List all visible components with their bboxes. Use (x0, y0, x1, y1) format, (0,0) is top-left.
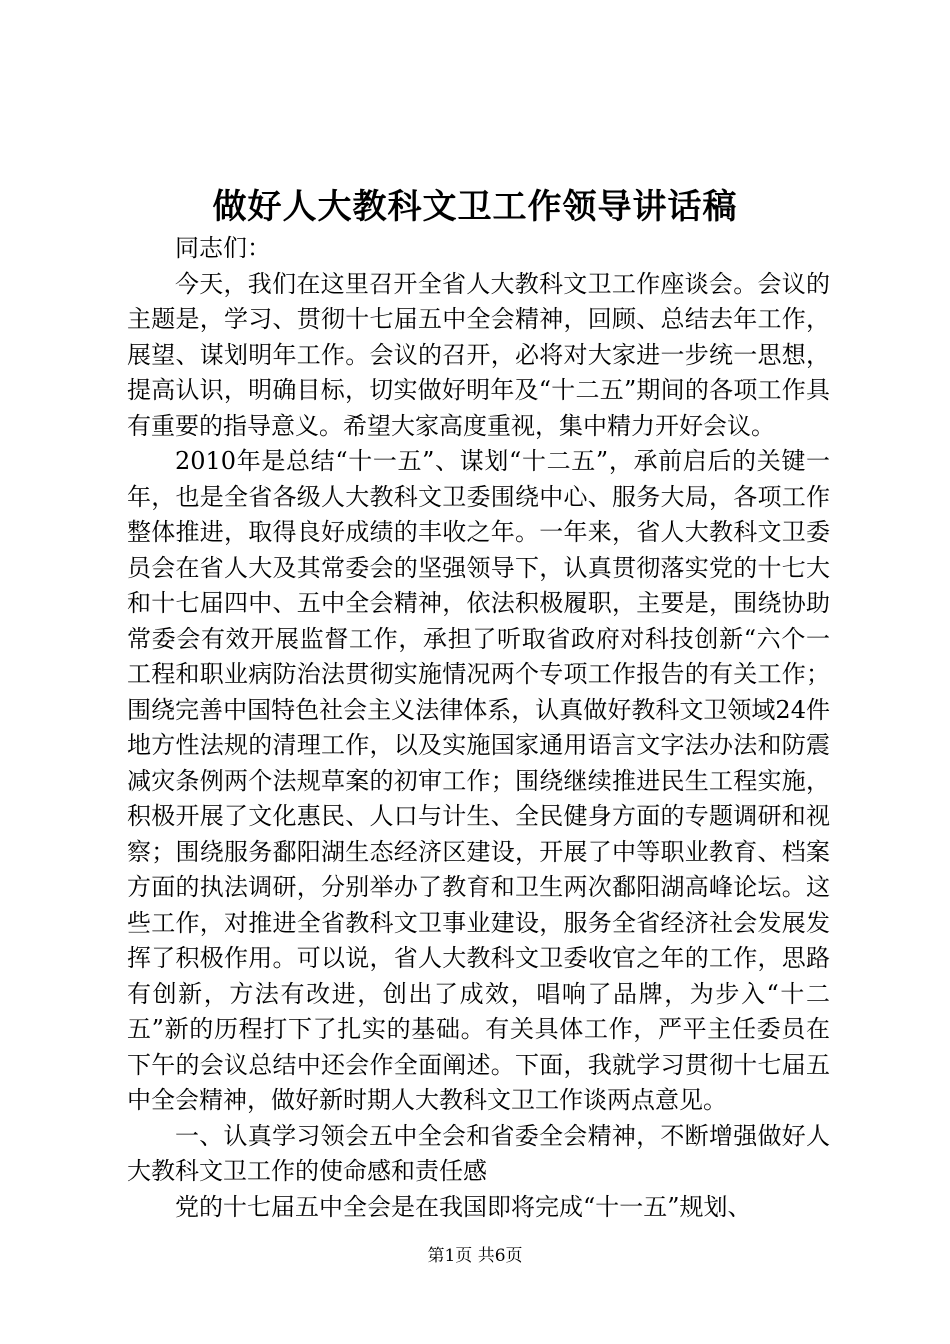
paragraph-review: 2010年是总结“十一五”、谋划“十二五”，承前启后的关键一年，也是全省各级人大教科文卫委围绕中心、服务大局，各项工作整体推进，取得良好成绩的丰收之年。一年来，省人大教科文卫委员会在省人大及其常委会的坚强领导下，认真贯彻落实党的十七大和十七届四中、五中全会精神，依法积极履职，主要是，围绕协助常委会有效开展监督工作，承担了听取省政府对科技创新“六个一工程和职业病防治法贯彻实施情况两个专项工作报告的有关工作；围绕完善中国特色社会主义法律体系，认真做好教科文卫领域24件地方性法规的清理工作，以及实施国家通用语言文字法办法和防震减灾条例两个法规草案的初审工作；围绕继续推进民生工程实施，积极开展了文化惠民、人口与计生、全民健身方面的专题调研和视察；围绕服务鄱阳湖生态经济区建设，开展了中等职业教育、档案方面的执法调研，分别举办了教育和卫生两次鄱阳湖高峰论坛。这些工作，对推进全省教科文卫事业建设，服务全省经济社会发展发挥了积极作用。可以说，省人大教科文卫委收官之年的工作，思路有创新，方法有改进，创出了成效，唱响了品牌，为步入“十二五”新的历程打下了扎实的基础。有关具体工作，严平主任委员在下午的会议总结中还会作全面阐述。下面，我就学习贯彻十七届五中全会精神，做好新时期人大教科文卫工作谈两点意见。 (127, 447, 830, 1114)
paragraph-continued: 党的十七届五中全会是在我国即将完成“十一五”规划、 (175, 1192, 752, 1221)
salutation: 同志们： (175, 234, 271, 262)
document-title: 做好人大教科文卫工作领导讲话稿 (212, 187, 738, 227)
page-footer: 第1页 共6页 (427, 1246, 523, 1266)
section-heading-one: 一、认真学习领会五中全会和省委全会精神，不断增强做好人大教科文卫工作的使命感和责任感 (127, 1121, 830, 1185)
paragraph-intro: 今天，我们在这里召开全省人大教科文卫工作座谈会。会议的主题是，学习、贯彻十七届五中全会精神，回顾、总结去年工作，展望、谋划明年工作。会议的召开，必将对大家进一步统一思想，提高认识，明确目标，切实做好明年及“十二五”期间的各项工作具有重要的指导意义。希望大家高度重视，集中精力开好会议。 (127, 269, 830, 440)
document-body (127, 231, 830, 1225)
